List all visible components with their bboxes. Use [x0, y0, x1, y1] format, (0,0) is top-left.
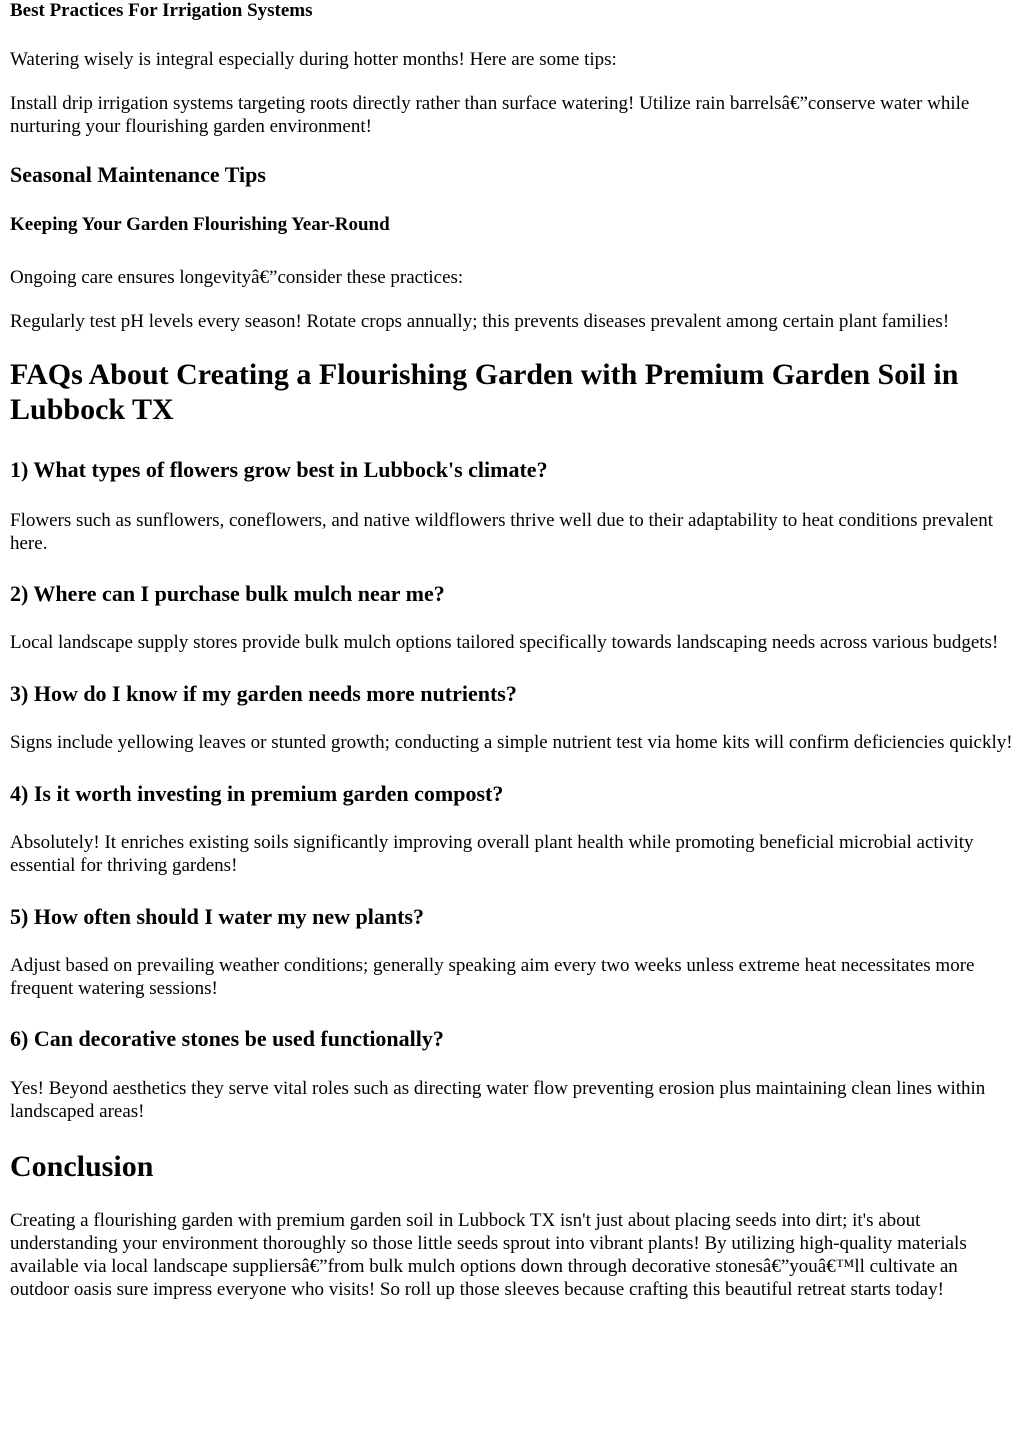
faq-question: 2) Where can I purchase bulk mulch near me?	[10, 581, 445, 606]
faq-answer: Absolutely! It enriches existing soils significantly improving overall plant health while promoting beneficial microbial activity essential for thriving gardens!	[10, 832, 974, 876]
faqs-heading: FAQs About Creating a Flourishing Garden with Premium Garden Soil in Lubbock TX	[10, 358, 959, 426]
irrigation-heading: Best Practices For Irrigation Systems	[10, 0, 313, 21]
seasonal-subheading: Keeping Your Garden Flourishing Year-Round	[10, 214, 390, 235]
seasonal-intro: Ongoing care ensures longevityâ€”consider these practices:	[10, 267, 464, 288]
faq-answer: Flowers such as sunflowers, coneflowers, and native wildflowers thrive well due to their adaptability to heat conditions prevalent here.	[10, 510, 993, 554]
faq-question: 5) How often should I water my new plants?	[10, 904, 424, 929]
irrigation-tips: Install drip irrigation systems targeting roots directly rather than surface watering! Utilize rain barrelsâ€”conserve water while nurturing your flourishing garden environment!	[10, 93, 970, 137]
seasonal-tips: Regularly test pH levels every season! Rotate crops annually; this prevents diseases prevalent among certain plant families!	[10, 311, 950, 332]
faq-question: 4) Is it worth investing in premium garden compost?	[10, 781, 504, 806]
faq-question: 6) Can decorative stones be used functionally?	[10, 1026, 444, 1051]
irrigation-intro: Watering wisely is integral especially during hotter months! Here are some tips:	[10, 49, 617, 70]
faq-answer: Signs include yellowing leaves or stunted growth; conducting a simple nutrient test via home kits will confirm deficiencies quickly!	[10, 732, 1013, 753]
faq-answer: Adjust based on prevailing weather conditions; generally speaking aim every two weeks unless extreme heat necessitates more frequent watering sessions!	[10, 955, 975, 999]
conclusion-body: Creating a flourishing garden with premium garden soil in Lubbock TX isn't just about placing seeds into dirt; it's about understanding your environment thoroughly so those little seeds sprout into vibrant plants! By utilizing high-quality materials available via local landscape suppliersâ€”from bulk mulch options down through decorative stonesâ€”youâ€™ll cultivate an outdoor oasis sure impress everyone who visits! So roll up those sleeves because crafting this beautiful retreat starts today!	[10, 1210, 967, 1300]
faq-answer: Yes! Beyond aesthetics they serve vital roles such as directing water flow preventing erosion plus maintaining clean lines within landscaped areas!	[10, 1078, 986, 1122]
faq-question: 3) How do I know if my garden needs more nutrients?	[10, 681, 517, 706]
seasonal-heading: Seasonal Maintenance Tips	[10, 162, 266, 187]
faq-question: 1) What types of flowers grow best in Lubbock's climate?	[10, 457, 548, 482]
conclusion-heading: Conclusion	[10, 1150, 154, 1183]
faq-answer: Local landscape supply stores provide bulk mulch options tailored specifically towards landscaping needs across various budgets!	[10, 632, 999, 653]
